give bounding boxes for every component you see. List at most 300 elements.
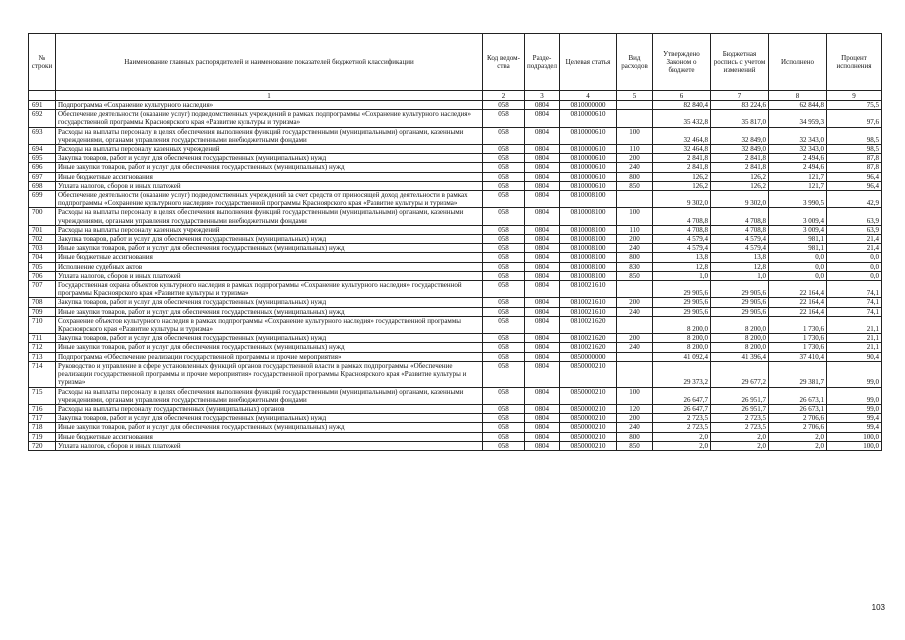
row-name: Расходы на выплаты персоналу в целях обеспечения выполнения функций государственными (муниципальными) органами, казенными учреждениями, органами управления государственными внебюджетными фондами xyxy=(56,208,483,225)
colnum: 3 xyxy=(525,91,560,101)
header-target: Целевая статья xyxy=(560,34,617,91)
colnum: 7 xyxy=(711,91,769,101)
row-executed: 2 706,6 xyxy=(769,414,827,423)
row-number: 696 xyxy=(29,163,56,172)
row-approved: 26 647,7 xyxy=(653,404,711,413)
row-percent: 98,5 xyxy=(827,127,882,144)
row-approved: 4 579,4 xyxy=(653,244,711,253)
table-row xyxy=(29,404,882,413)
row-executed: 2 706,6 xyxy=(769,423,827,432)
row-number: 713 xyxy=(29,352,56,361)
row-approved: 32 464,8 xyxy=(653,145,711,154)
row-budget: 29 677,2 xyxy=(711,361,769,387)
row-percent: 74,1 xyxy=(827,281,882,298)
row-number: 694 xyxy=(29,145,56,154)
row-type xyxy=(617,191,653,208)
row-executed: 2,0 xyxy=(769,441,827,450)
row-percent: 90,4 xyxy=(827,352,882,361)
row-name: Уплата налогов, сборов и иных платежей xyxy=(56,441,483,450)
row-approved: 126,2 xyxy=(653,172,711,181)
row-budget: 35 817,0 xyxy=(711,110,769,127)
column-number-row xyxy=(29,91,882,101)
row-number: 703 xyxy=(29,244,56,253)
row-percent: 96,4 xyxy=(827,172,882,181)
row-number: 700 xyxy=(29,208,56,225)
row-percent: 87,8 xyxy=(827,154,882,163)
row-type: 120 xyxy=(617,404,653,413)
row-executed: 121,7 xyxy=(769,172,827,181)
row-target: 0810000610 xyxy=(560,110,617,127)
row-code: 058 xyxy=(483,154,525,163)
row-code: 058 xyxy=(483,316,525,333)
row-code: 058 xyxy=(483,181,525,190)
row-code: 058 xyxy=(483,271,525,280)
row-section: 0804 xyxy=(525,191,560,208)
row-budget: 2,0 xyxy=(711,432,769,441)
row-section: 0804 xyxy=(525,154,560,163)
row-section: 0804 xyxy=(525,298,560,307)
row-name: Расходы на выплаты персоналу в целях обеспечения выполнения функций государственными (муниципальными) органами, казенными учреждениями, органами управления государственными внебюджетными фондами xyxy=(56,127,483,144)
row-code: 058 xyxy=(483,127,525,144)
table-row xyxy=(29,316,882,333)
row-number: 719 xyxy=(29,432,56,441)
row-code: 058 xyxy=(483,235,525,244)
row-code: 058 xyxy=(483,361,525,387)
row-section: 0804 xyxy=(525,281,560,298)
table-header-row xyxy=(29,34,882,91)
table-row xyxy=(29,101,882,110)
row-name: Исполнение судебных актов xyxy=(56,262,483,271)
row-executed: 62 844,8 xyxy=(769,101,827,110)
row-approved: 29 373,2 xyxy=(653,361,711,387)
row-approved: 1,0 xyxy=(653,271,711,280)
row-name: Иные закупки товаров, работ и услуг для обеспечения государственных (муниципальных) нужд xyxy=(56,423,483,432)
row-executed: 981,1 xyxy=(769,244,827,253)
row-percent: 96,4 xyxy=(827,181,882,190)
row-name: Расходы на выплаты персоналу казенных учреждений xyxy=(56,145,483,154)
row-budget: 12,8 xyxy=(711,262,769,271)
row-executed: 3 009,4 xyxy=(769,208,827,225)
table-row xyxy=(29,352,882,361)
row-budget: 29 905,6 xyxy=(711,281,769,298)
row-code: 058 xyxy=(483,262,525,271)
row-section: 0804 xyxy=(525,163,560,172)
row-target: 0810008100 xyxy=(560,244,617,253)
row-approved: 2,0 xyxy=(653,432,711,441)
row-budget: 13,8 xyxy=(711,253,769,262)
row-target: 0810021620 xyxy=(560,334,617,343)
row-approved: 2 723,5 xyxy=(653,423,711,432)
header-executed: Исполнено xyxy=(769,34,827,91)
row-approved: 29 905,6 xyxy=(653,307,711,316)
row-target: 0810021620 xyxy=(560,316,617,333)
row-percent: 0,0 xyxy=(827,262,882,271)
page-number: 103 xyxy=(871,603,885,612)
row-code: 058 xyxy=(483,110,525,127)
row-type: 850 xyxy=(617,181,653,190)
row-name: Иные закупки товаров, работ и услуг для обеспечения государственных (муниципальных) нужд xyxy=(56,163,483,172)
row-percent: 100,0 xyxy=(827,432,882,441)
table-row xyxy=(29,208,882,225)
table-row xyxy=(29,423,882,432)
table-row xyxy=(29,262,882,271)
row-target: 0850000210 xyxy=(560,423,617,432)
row-budget: 29 905,6 xyxy=(711,298,769,307)
header-code: Код ведом-ства xyxy=(483,34,525,91)
row-executed: 3 009,4 xyxy=(769,225,827,234)
row-number: 711 xyxy=(29,334,56,343)
row-budget: 2 723,5 xyxy=(711,423,769,432)
row-executed: 121,7 xyxy=(769,181,827,190)
table-row xyxy=(29,225,882,234)
row-section: 0804 xyxy=(525,127,560,144)
row-percent: 100,0 xyxy=(827,441,882,450)
row-type xyxy=(617,110,653,127)
table-row xyxy=(29,235,882,244)
row-code: 058 xyxy=(483,432,525,441)
row-budget: 41 396,4 xyxy=(711,352,769,361)
row-percent: 99,0 xyxy=(827,387,882,404)
row-percent: 99,0 xyxy=(827,404,882,413)
row-name: Расходы на выплаты персоналу в целях обеспечения выполнения функций государственными (муниципальными) органами, казенными учреждениями, органами управления государственными внебюджетными фондами xyxy=(56,387,483,404)
row-type xyxy=(617,352,653,361)
row-target: 0850000210 xyxy=(560,404,617,413)
row-executed: 37 410,4 xyxy=(769,352,827,361)
row-type: 240 xyxy=(617,244,653,253)
row-name: Иные бюджетные ассигнования xyxy=(56,253,483,262)
row-number: 708 xyxy=(29,298,56,307)
row-executed: 0,0 xyxy=(769,271,827,280)
row-section: 0804 xyxy=(525,101,560,110)
row-number: 707 xyxy=(29,281,56,298)
row-section: 0804 xyxy=(525,404,560,413)
row-type: 850 xyxy=(617,441,653,450)
colnum: 5 xyxy=(617,91,653,101)
colnum: 4 xyxy=(560,91,617,101)
table-row xyxy=(29,441,882,450)
row-number: 704 xyxy=(29,253,56,262)
table-row xyxy=(29,181,882,190)
row-target: 0850000210 xyxy=(560,361,617,387)
row-type xyxy=(617,316,653,333)
row-executed: 26 673,1 xyxy=(769,387,827,404)
row-budget: 8 200,0 xyxy=(711,343,769,352)
row-number: 702 xyxy=(29,235,56,244)
row-percent: 42,9 xyxy=(827,191,882,208)
row-type: 200 xyxy=(617,298,653,307)
row-percent: 99,4 xyxy=(827,414,882,423)
row-type: 850 xyxy=(617,271,653,280)
table-row xyxy=(29,191,882,208)
row-type: 110 xyxy=(617,225,653,234)
table-row xyxy=(29,361,882,387)
row-section: 0804 xyxy=(525,181,560,190)
table-row xyxy=(29,271,882,280)
row-number: 695 xyxy=(29,154,56,163)
table-row xyxy=(29,110,882,127)
row-executed: 22 164,4 xyxy=(769,307,827,316)
row-target: 0810008100 xyxy=(560,271,617,280)
row-name: Расходы на выплаты персоналу казенных учреждений xyxy=(56,225,483,234)
row-target: 0810008100 xyxy=(560,208,617,225)
row-number: 712 xyxy=(29,343,56,352)
row-name: Уплата налогов, сборов и иных платежей xyxy=(56,181,483,190)
row-approved: 8 200,0 xyxy=(653,334,711,343)
budget-table xyxy=(28,33,882,451)
row-type: 240 xyxy=(617,343,653,352)
row-target: 0810000610 xyxy=(560,181,617,190)
row-target: 0810008100 xyxy=(560,225,617,234)
row-budget: 29 905,6 xyxy=(711,307,769,316)
row-number: 697 xyxy=(29,172,56,181)
row-approved: 35 432,8 xyxy=(653,110,711,127)
row-code: 058 xyxy=(483,253,525,262)
row-type: 100 xyxy=(617,127,653,144)
row-section: 0804 xyxy=(525,244,560,253)
row-section: 0804 xyxy=(525,352,560,361)
header-approved: Утверждено Законом о бюджете xyxy=(653,34,711,91)
row-percent: 97,6 xyxy=(827,110,882,127)
row-target: 0810000610 xyxy=(560,172,617,181)
row-code: 058 xyxy=(483,191,525,208)
row-name: Иные бюджетные ассигнования xyxy=(56,172,483,181)
row-type: 800 xyxy=(617,172,653,181)
row-name: Закупка товаров, работ и услуг для обеспечения государственных (муниципальных) нужд xyxy=(56,298,483,307)
row-name: Обеспечение деятельности (оказание услуг) подведомственных учреждений за счет средств от приносящей доход деятельности в рамках подпрограммы «Сохранение культурного наследия» государственной программы Красноярского края «Развитие культуры и туризма» xyxy=(56,191,483,208)
row-target: 0810008100 xyxy=(560,191,617,208)
row-code: 058 xyxy=(483,343,525,352)
row-code: 058 xyxy=(483,101,525,110)
row-budget: 2,0 xyxy=(711,441,769,450)
row-percent: 98,5 xyxy=(827,145,882,154)
row-section: 0804 xyxy=(525,110,560,127)
row-approved: 126,2 xyxy=(653,181,711,190)
table-row xyxy=(29,244,882,253)
row-number: 720 xyxy=(29,441,56,450)
row-percent: 74,1 xyxy=(827,298,882,307)
row-approved: 13,8 xyxy=(653,253,711,262)
row-budget: 26 951,7 xyxy=(711,387,769,404)
header-no: № строки xyxy=(29,34,56,91)
row-type: 240 xyxy=(617,423,653,432)
row-code: 058 xyxy=(483,281,525,298)
row-number: 699 xyxy=(29,191,56,208)
row-percent: 74,1 xyxy=(827,307,882,316)
row-executed: 22 164,4 xyxy=(769,281,827,298)
row-number: 705 xyxy=(29,262,56,271)
row-target: 0850000000 xyxy=(560,352,617,361)
row-approved: 41 092,4 xyxy=(653,352,711,361)
header-section: Разде-подраздел xyxy=(525,34,560,91)
row-executed: 2 494,6 xyxy=(769,163,827,172)
table-row xyxy=(29,145,882,154)
row-code: 058 xyxy=(483,441,525,450)
row-type: 100 xyxy=(617,387,653,404)
row-section: 0804 xyxy=(525,253,560,262)
row-type: 110 xyxy=(617,145,653,154)
row-section: 0804 xyxy=(525,145,560,154)
colnum: 1 xyxy=(56,91,483,101)
row-executed: 0,0 xyxy=(769,262,827,271)
row-approved: 2 841,8 xyxy=(653,163,711,172)
row-executed: 26 673,1 xyxy=(769,404,827,413)
row-executed: 1 730,6 xyxy=(769,334,827,343)
row-percent: 99,4 xyxy=(827,423,882,432)
row-code: 058 xyxy=(483,404,525,413)
table-row xyxy=(29,281,882,298)
row-name: Закупка товаров, работ и услуг для обеспечения государственных (муниципальных) нужд xyxy=(56,414,483,423)
row-budget: 4 708,8 xyxy=(711,208,769,225)
row-type: 200 xyxy=(617,414,653,423)
row-approved: 2,0 xyxy=(653,441,711,450)
row-code: 058 xyxy=(483,414,525,423)
table-row xyxy=(29,172,882,181)
row-approved: 8 200,0 xyxy=(653,316,711,333)
row-type xyxy=(617,281,653,298)
row-target: 0850000210 xyxy=(560,441,617,450)
row-percent: 21,1 xyxy=(827,343,882,352)
row-name: Закупка товаров, работ и услуг для обеспечения государственных (муниципальных) нужд xyxy=(56,334,483,343)
row-executed: 2 494,6 xyxy=(769,154,827,163)
row-number: 716 xyxy=(29,404,56,413)
row-budget: 26 951,7 xyxy=(711,404,769,413)
row-section: 0804 xyxy=(525,262,560,271)
row-target: 0850000210 xyxy=(560,387,617,404)
row-approved: 2 841,8 xyxy=(653,154,711,163)
budget-table-page xyxy=(28,33,882,451)
row-target: 0810000000 xyxy=(560,101,617,110)
row-section: 0804 xyxy=(525,441,560,450)
row-target: 0810000610 xyxy=(560,127,617,144)
row-approved: 4 708,8 xyxy=(653,225,711,234)
row-percent: 0,0 xyxy=(827,271,882,280)
row-section: 0804 xyxy=(525,235,560,244)
row-code: 058 xyxy=(483,225,525,234)
row-number: 714 xyxy=(29,361,56,387)
table-row xyxy=(29,163,882,172)
row-percent: 0,0 xyxy=(827,253,882,262)
colnum xyxy=(29,91,56,101)
row-name: Уплата налогов, сборов и иных платежей xyxy=(56,271,483,280)
row-name: Иные закупки товаров, работ и услуг для обеспечения государственных (муниципальных) нужд xyxy=(56,244,483,253)
row-type: 200 xyxy=(617,334,653,343)
row-number: 693 xyxy=(29,127,56,144)
row-approved: 29 905,6 xyxy=(653,281,711,298)
table-row xyxy=(29,334,882,343)
row-name: Обеспечение деятельности (оказание услуг) подведомственных учреждений в рамках подпрограммы «Сохранение культурного наследия» государственной программы Красноярского края «Развитие культуры и туризма» xyxy=(56,110,483,127)
row-number: 710 xyxy=(29,316,56,333)
row-budget: 32 849,0 xyxy=(711,145,769,154)
row-name: Расходы на выплаты персоналу государственных (муниципальных) органов xyxy=(56,404,483,413)
row-code: 058 xyxy=(483,352,525,361)
row-code: 058 xyxy=(483,172,525,181)
row-type xyxy=(617,101,653,110)
row-type: 800 xyxy=(617,432,653,441)
row-executed: 32 343,0 xyxy=(769,127,827,144)
row-code: 058 xyxy=(483,307,525,316)
row-executed: 29 381,7 xyxy=(769,361,827,387)
row-number: 709 xyxy=(29,307,56,316)
row-budget: 2 841,8 xyxy=(711,163,769,172)
row-name: Иные закупки товаров, работ и услуг для обеспечения государственных (муниципальных) нужд xyxy=(56,307,483,316)
row-percent: 21,1 xyxy=(827,316,882,333)
row-number: 698 xyxy=(29,181,56,190)
row-type: 800 xyxy=(617,253,653,262)
row-code: 058 xyxy=(483,387,525,404)
row-budget: 4 708,8 xyxy=(711,225,769,234)
row-percent: 75,5 xyxy=(827,101,882,110)
row-executed: 22 164,4 xyxy=(769,298,827,307)
row-percent: 21,4 xyxy=(827,235,882,244)
row-name: Подпрограмма «Сохранение культурного наследия» xyxy=(56,101,483,110)
row-budget: 9 302,0 xyxy=(711,191,769,208)
row-executed: 3 990,5 xyxy=(769,191,827,208)
row-target: 0810008100 xyxy=(560,235,617,244)
row-target: 0810021620 xyxy=(560,343,617,352)
row-percent: 63,9 xyxy=(827,225,882,234)
table-row xyxy=(29,307,882,316)
table-row xyxy=(29,343,882,352)
row-target: 0810021610 xyxy=(560,307,617,316)
row-executed: 1 730,6 xyxy=(769,343,827,352)
row-type: 100 xyxy=(617,208,653,225)
row-target: 0810000610 xyxy=(560,145,617,154)
row-executed: 34 959,3 xyxy=(769,110,827,127)
row-section: 0804 xyxy=(525,423,560,432)
row-target: 0850000210 xyxy=(560,432,617,441)
row-approved: 4 579,4 xyxy=(653,235,711,244)
row-approved: 12,8 xyxy=(653,262,711,271)
colnum: 8 xyxy=(769,91,827,101)
row-budget: 8 200,0 xyxy=(711,316,769,333)
table-row xyxy=(29,253,882,262)
row-percent: 21,4 xyxy=(827,244,882,253)
table-body xyxy=(29,101,882,451)
colnum: 9 xyxy=(827,91,882,101)
table-row xyxy=(29,414,882,423)
row-type: 200 xyxy=(617,154,653,163)
row-target: 0810000610 xyxy=(560,163,617,172)
header-percent: Процент исполнения xyxy=(827,34,882,91)
row-budget: 83 224,6 xyxy=(711,101,769,110)
row-approved: 32 464,8 xyxy=(653,127,711,144)
row-number: 717 xyxy=(29,414,56,423)
row-budget: 4 579,4 xyxy=(711,235,769,244)
row-approved: 8 200,0 xyxy=(653,343,711,352)
row-executed: 2,0 xyxy=(769,432,827,441)
row-type: 240 xyxy=(617,163,653,172)
row-budget: 32 849,0 xyxy=(711,127,769,144)
row-code: 058 xyxy=(483,208,525,225)
row-code: 058 xyxy=(483,145,525,154)
row-code: 058 xyxy=(483,298,525,307)
row-budget: 126,2 xyxy=(711,172,769,181)
row-executed: 32 343,0 xyxy=(769,145,827,154)
row-target: 0850000210 xyxy=(560,414,617,423)
row-budget: 126,2 xyxy=(711,181,769,190)
colnum: 2 xyxy=(483,91,525,101)
row-percent: 99,0 xyxy=(827,361,882,387)
row-type: 830 xyxy=(617,262,653,271)
row-section: 0804 xyxy=(525,343,560,352)
row-section: 0804 xyxy=(525,172,560,181)
row-code: 058 xyxy=(483,334,525,343)
row-name: Подпрограмма «Обеспечение реализации государственной программы и прочие мероприятия» xyxy=(56,352,483,361)
table-row xyxy=(29,387,882,404)
row-code: 058 xyxy=(483,244,525,253)
row-section: 0804 xyxy=(525,208,560,225)
row-target: 0810008100 xyxy=(560,253,617,262)
